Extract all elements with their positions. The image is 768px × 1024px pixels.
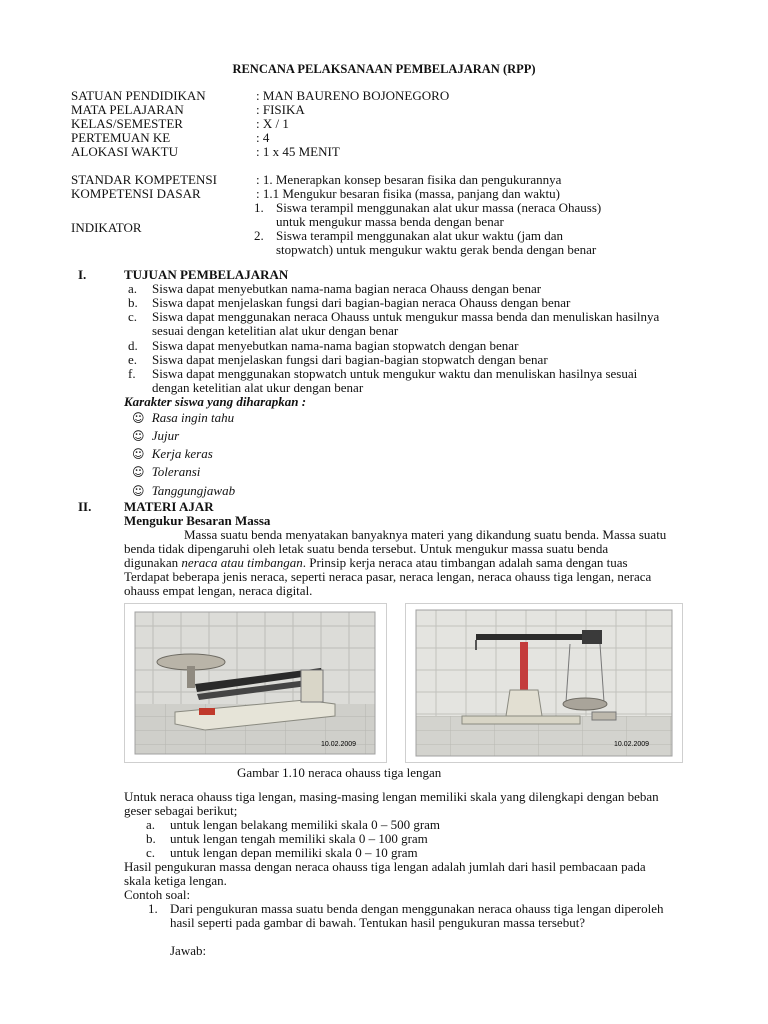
identity-value: : X / 1 (256, 116, 289, 131)
identity-value: : FISIKA (256, 102, 305, 117)
list-item: Siswa dapat menjelaskan fungsi dari bagian-bagian stopwatch dengan benar (152, 352, 548, 367)
list-item: untuk lengan tengah memiliki skala 0 – 100 gram (170, 831, 428, 846)
identity-label: MATA PELAJARAN (71, 102, 184, 117)
identity-value: : MAN BAURENO BOJONEGORO (256, 88, 450, 103)
list-item: hasil seperti pada gambar di bawah. Tentukan hasil pengukuran massa tersebut? (170, 915, 586, 930)
standar-kompetensi-label: STANDAR KOMPETENSI (71, 172, 217, 187)
list-item: untuk lengan depan memiliki skala 0 – 10 gram (170, 845, 418, 860)
karakter-label: Kerja keras (151, 446, 213, 461)
list-item: untuk lengan belakang memiliki skala 0 – 500 gram (170, 817, 441, 832)
smiley-icon: ☺ (132, 429, 145, 443)
indikator-text: Siswa terampil menggunakan alat ukur massa (neraca Ohauss) (276, 200, 602, 215)
karakter-item (132, 429, 179, 443)
smiley-icon: ☺ (132, 484, 145, 498)
identity-value: : 4 (256, 130, 270, 145)
karakter-label: Jujur (151, 428, 180, 443)
list-marker: 1. (148, 901, 158, 916)
list-marker: a. (146, 817, 156, 832)
list-item: Siswa dapat menyebutkan nama-nama bagian stopwatch dengan benar (152, 338, 519, 353)
list-marker: a. (128, 281, 138, 296)
karakter-item (132, 465, 200, 479)
jawab-label: Jawab: (170, 943, 207, 958)
list-marker: c. (128, 309, 138, 324)
list-item: Dari pengukuran massa suatu benda dengan menggunakan neraca ohauss tiga lengan diperoleh (170, 901, 664, 916)
list-marker: e. (128, 352, 138, 367)
balance-photo-illustration (125, 604, 386, 762)
paragraph-line: Hasil pengukuran massa dengan neraca ohauss tiga lengan adalah jumlah dari hasil pembacaan pada (124, 859, 646, 874)
karakter-item (132, 484, 235, 498)
section-subheading: Mengukur Besaran Massa (124, 513, 271, 528)
karakter-label: Tanggungjawab (151, 483, 236, 498)
paragraph-line: Untuk neraca ohauss tiga lengan, masing-masing lengan memiliki skala yang dilengkapi dengan beban (124, 789, 659, 804)
balance-photo-illustration (406, 604, 682, 762)
list-item: Siswa dapat menyebutkan nama-nama bagian neraca Ohauss dengan benar (152, 281, 542, 296)
paragraph-line: geser sebagai berikut; (124, 803, 238, 818)
karakter-label: Toleransi (151, 464, 201, 479)
list-marker: c. (146, 845, 156, 860)
indikator-number: 2. (254, 228, 264, 243)
smiley-icon: ☺ (132, 447, 145, 461)
identity-label: KELAS/SEMESTER (71, 116, 183, 131)
list-item: sesuai dengan ketelitian alat ukur dengan benar (152, 323, 399, 338)
list-marker: d. (128, 338, 138, 353)
list-marker: b. (128, 295, 138, 310)
photo-triple-beam-balance-front (124, 603, 387, 763)
standar-kompetensi-value: : 1. Menerapkan konsep besaran fisika dan pengukurannya (256, 172, 562, 187)
photo-triple-beam-balance-side (405, 603, 683, 763)
identity-label: ALOKASI WAKTU (71, 144, 179, 159)
list-marker: b. (146, 831, 156, 846)
identity-value: : 1 x 45 MENIT (256, 144, 340, 159)
indikator-text: Siswa terampil menggunakan alat ukur waktu (jam dan (276, 228, 564, 243)
karakter-heading: Karakter siswa yang diharapkan : (124, 394, 307, 409)
smiley-icon: ☺ (132, 411, 145, 425)
paragraph-line: digunakan neraca atau timbangan. Prinsip kerja neraca atau timbangan adalah sama dengan tuas (124, 555, 628, 570)
identity-label: SATUAN PENDIDIKAN (71, 88, 206, 103)
paragraph-line: benda tidak dipengaruhi oleh letak suatu benda tersebut. Untuk mengukur massa suatu benda (124, 541, 609, 556)
list-item: dengan ketelitian alat ukur dengan benar (152, 380, 364, 395)
photo-date-stamp: 10.02.2009 (321, 741, 357, 748)
karakter-item (132, 411, 234, 425)
paragraph-line: skala ketiga lengan. (124, 873, 227, 888)
page-title: RENCANA PELAKSANAAN PEMBELAJARAN (RPP) (232, 62, 536, 76)
indikator-text: stopwatch) untuk mengukur waktu gerak benda dengan benar (276, 242, 597, 257)
indikator-label: INDIKATOR (71, 220, 142, 235)
section-heading: TUJUAN PEMBELAJARAN (124, 267, 289, 282)
identity-label: PERTEMUAN KE (71, 130, 171, 145)
section-number: II. (78, 499, 92, 514)
list-item: Siswa dapat menjelaskan fungsi dari bagian-bagian neraca Ohauss dengan benar (152, 295, 571, 310)
smiley-icon: ☺ (132, 465, 145, 479)
paragraph-line: Massa suatu benda menyatakan banyaknya materi yang dikandung suatu benda. Massa suatu (184, 527, 667, 542)
photo-date-stamp: 10.02.2009 (614, 741, 650, 748)
figure-caption: Gambar 1.10 neraca ohauss tiga lengan (237, 765, 442, 780)
section-heading: MATERI AJAR (124, 499, 214, 514)
indikator-text: untuk mengukur massa benda dengan benar (276, 214, 504, 229)
list-marker: f. (128, 366, 136, 381)
list-item: Siswa dapat menggunakan stopwatch untuk mengukur waktu dan menuliskan hasilnya sesuai (152, 366, 638, 381)
karakter-item (132, 447, 213, 461)
list-item: Siswa dapat menggunakan neraca Ohauss untuk mengukur massa benda dan menuliskan hasilnya (152, 309, 660, 324)
indikator-number: 1. (254, 200, 264, 215)
section-number: I. (78, 267, 87, 282)
contoh-soal-label: Contoh soal: (124, 887, 191, 902)
kompetensi-dasar-value: : 1.1 Mengukur besaran fisika (massa, panjang dan waktu) (256, 186, 560, 201)
paragraph-line: Terdapat beberapa jenis neraca, seperti neraca pasar, neraca lengan, neraca ohauss tiga lengan, neraca (124, 569, 652, 584)
karakter-label: Rasa ingin tahu (151, 410, 235, 425)
paragraph-line: ohauss empat lengan, neraca digital. (124, 583, 313, 598)
kompetensi-dasar-label: KOMPETENSI DASAR (71, 186, 201, 201)
